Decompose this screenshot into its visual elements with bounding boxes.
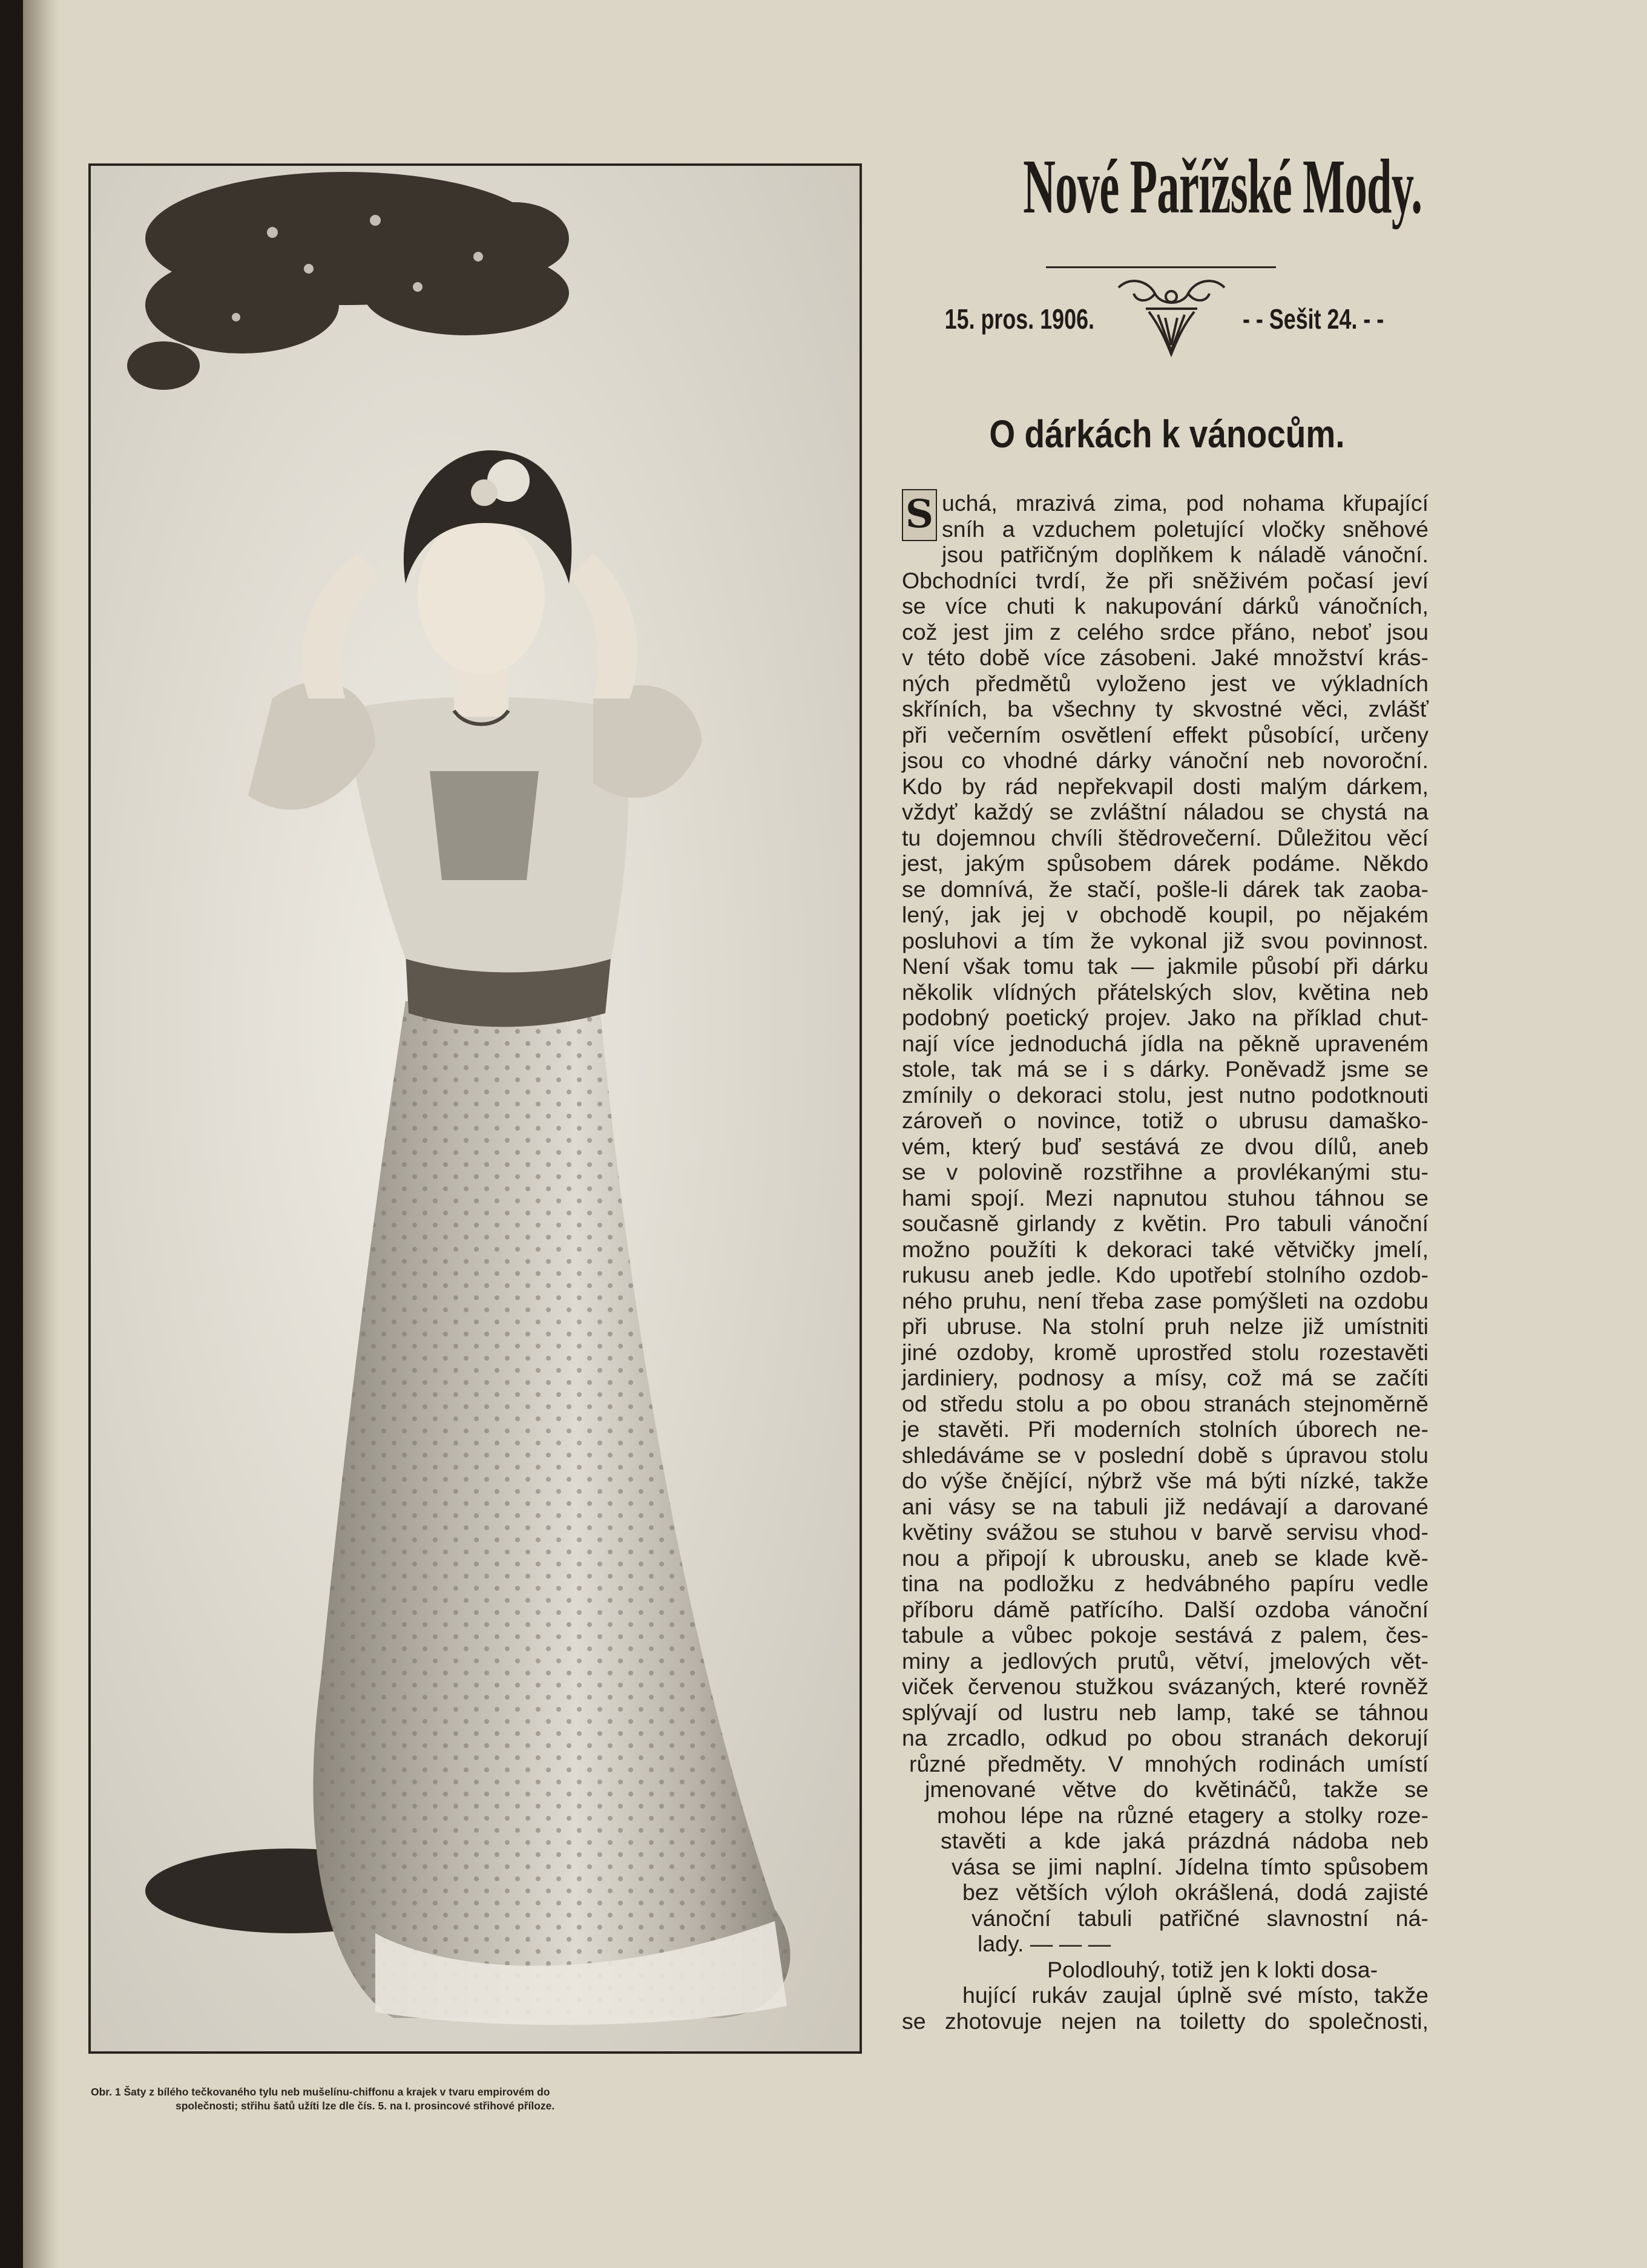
article-line: se v polovině rozstřihne a provlékanými stu- [902, 1159, 1428, 1185]
article-line: lady. — — — [978, 1931, 1111, 1956]
decorative-ornament-icon [1106, 269, 1237, 360]
article-line: vém, který buď sestává ze dvou dílů, aneb [902, 1133, 1428, 1159]
article-line: vása se jimi naplní. Jídelna tímto spůsobem [952, 1853, 1428, 1879]
article-line: nají více jednoduchá jídla na pěkně upraveném [902, 1030, 1428, 1056]
article-line: v této době více zásobeni. Jaké množství krás- [902, 645, 1428, 670]
article-line: ného pruhu, není třeba zase pomýšleti na ozdobu [902, 1287, 1428, 1313]
article-line: na zrcadlo, odkud po obou stranách dekorují [902, 1725, 1428, 1750]
article-line: miny a jedlových prutů, větví, jmelových vět- [902, 1648, 1428, 1674]
masthead-rule [1046, 266, 1276, 268]
fashion-photograph [88, 163, 862, 2054]
article-line: podobný poetický projev. Jako na příklad chut- [902, 1005, 1428, 1030]
article-line: květiny svážou se stuhou v barvě servisu vhod- [902, 1519, 1428, 1545]
article-line: od středu stolu a po obou stranách stejnoměrně [902, 1390, 1428, 1416]
article-line: ani vásy se na tabuli již nedávají a darované [902, 1493, 1428, 1519]
article-line: zmínily o dekoraci stolu, jest nutno podotknouti [902, 1082, 1428, 1108]
article-line: se domnívá, že stačí, pošle-li dárek tak zaoba- [902, 876, 1428, 902]
article-line: je stavěti. Při moderních stolních úborech ne- [902, 1416, 1428, 1442]
article-line: bez větších výloh okrášlená, dodá zajisté [962, 1879, 1428, 1905]
caption-line-2: společnosti; střihu šatů užíti lze dle čís. 5. na I. prosincové střihové příloze. [176, 2100, 555, 2112]
magazine-page [23, 0, 1647, 2268]
book-spine-shadow [23, 0, 59, 2268]
article-line: vždyť každý se zvláštní náladou se chystá na [902, 799, 1428, 824]
article-line: jsou patřičným doplňkem k náladě vánoční. [942, 542, 1428, 567]
article-line: příboru dámě patřícího. Další ozdoba vánoční [902, 1596, 1428, 1622]
article-line: stole, tak má se i s dárky. Poněvadž jsme se [902, 1056, 1428, 1082]
article-line: hující rukáv zaujal úplně své místo, takže [962, 1982, 1428, 2008]
article-line: při ubruse. Na stolní pruh nelze již umístniti [902, 1313, 1428, 1339]
article-line: několik vlídných přátelských slov, květina neb [902, 979, 1428, 1005]
page-mark [1397, 85, 1405, 91]
article-line: splývají od lustru neb lamp, také se táhnou [902, 1699, 1428, 1725]
article-line: tina na podložku z hedvábného papíru vedle [902, 1571, 1428, 1596]
issue-number: - - Sešit 24. - - [1243, 303, 1384, 335]
issue-date: 15. pros. 1906. [944, 303, 1094, 335]
article-line: Obchodníci tvrdí, že při sněživém počasí jeví [902, 567, 1428, 593]
article-line: se zhotovuje nejen na toiletty do společnosti, [902, 2008, 1428, 2034]
article-line: nou a připojí k ubrousku, aneb se klade kvě- [902, 1545, 1428, 1571]
article-line: posluhovi a tím že vykonal již svou povinnost. [902, 927, 1428, 953]
article-line: hami spojí. Mezi napnutou stuhou táhnou se [902, 1185, 1428, 1211]
magazine-title: Nové Pařížské Mody. [1023, 143, 1422, 229]
article-body [902, 490, 1428, 2034]
article-line: jardiniery, podnosy a mísy, což má se začíti [902, 1365, 1428, 1390]
article-line: jiné ozdoby, kromě uprostřed stolu rozestavěti [902, 1339, 1428, 1365]
article-line: skříních, ba všechny ty skvostné věci, zvlášť [902, 696, 1428, 721]
article-line: viček červenou stužkou svázaných, které rovněž [902, 1674, 1428, 1699]
article-line: lený, jak jej v obchodě koupil, po nějakém [902, 902, 1428, 927]
article-line: Polodlouhý, totiž jen k lokti dosa- [1047, 1956, 1378, 1982]
caption-line-1: Obr. 1 Šaty z bílého tečkovaného tylu neb mušelínu-chiffonu a krajek v tvaru empirovém do [91, 2086, 550, 2098]
article-line: současně girlandy z květin. Pro tabuli vánoční [902, 1211, 1428, 1236]
drop-cap: S [902, 489, 937, 541]
article-line: jsou co vhodné dárky vánoční neb novoroční. [902, 748, 1428, 773]
article-line: do výše čnějící, nýbrž vše má býti nízké, takže [902, 1468, 1428, 1493]
article-line: zároveň o novince, totiž o ubrusu damaško- [902, 1108, 1428, 1133]
article-line: vánoční tabuli patřičné slavnostní ná- [971, 1905, 1428, 1931]
article-line: rukusu aneb jedle. Kdo upotřebí stolního ozdob- [902, 1262, 1428, 1287]
article-line: stavěti a kde jaká prázdná nádoba neb [941, 1828, 1428, 1853]
article-line: se více chuti k nakupování dárků vánočních, [902, 593, 1428, 619]
article-title: O dárkách k vánocům. [989, 412, 1345, 456]
article-line: při večerním osvětlení effekt působící, určeny [902, 721, 1428, 748]
article-line: možno použíti k dekoraci také větvičky jmelí, [902, 1236, 1428, 1262]
article-line: tu dojemnou chvíli štědrovečerní. Důležitou věcí [902, 824, 1428, 850]
article-line: Kdo by rád nepřekvapil dosti malým dárkem, [902, 773, 1428, 799]
article-line: tabule a vůbec pokoje sestává z palem, čes- [902, 1622, 1428, 1648]
article-line: ných předmětů vyloženo jest ve výkladních [902, 670, 1428, 696]
article-line: mohou lépe na různé etagery a stolky roze- [937, 1802, 1428, 1828]
article-line: sníh a vzduchem poletující vločky sněhové [942, 516, 1428, 542]
article-line: Není však tomu tak — jakmile působí při dárku [902, 953, 1428, 979]
figure-caption [91, 2085, 878, 2113]
article-line: uchá, mrazivá zima, pod nohama křupající [942, 490, 1428, 516]
article-line: jmenované větve do květináčů, takže se [925, 1777, 1428, 1802]
woman-in-gown-illustration [91, 166, 860, 2051]
article-line: což jest jim z celého srdce přáno, neboť jsou [902, 619, 1428, 645]
article-line: jest, jakým spůsobem dárek podáme. Někdo [902, 850, 1428, 876]
article-line: různé předměty. V mnohých rodinách umístí [909, 1750, 1428, 1777]
article-line: shledáváme se v poslední době s úpravou stolu [902, 1442, 1428, 1468]
